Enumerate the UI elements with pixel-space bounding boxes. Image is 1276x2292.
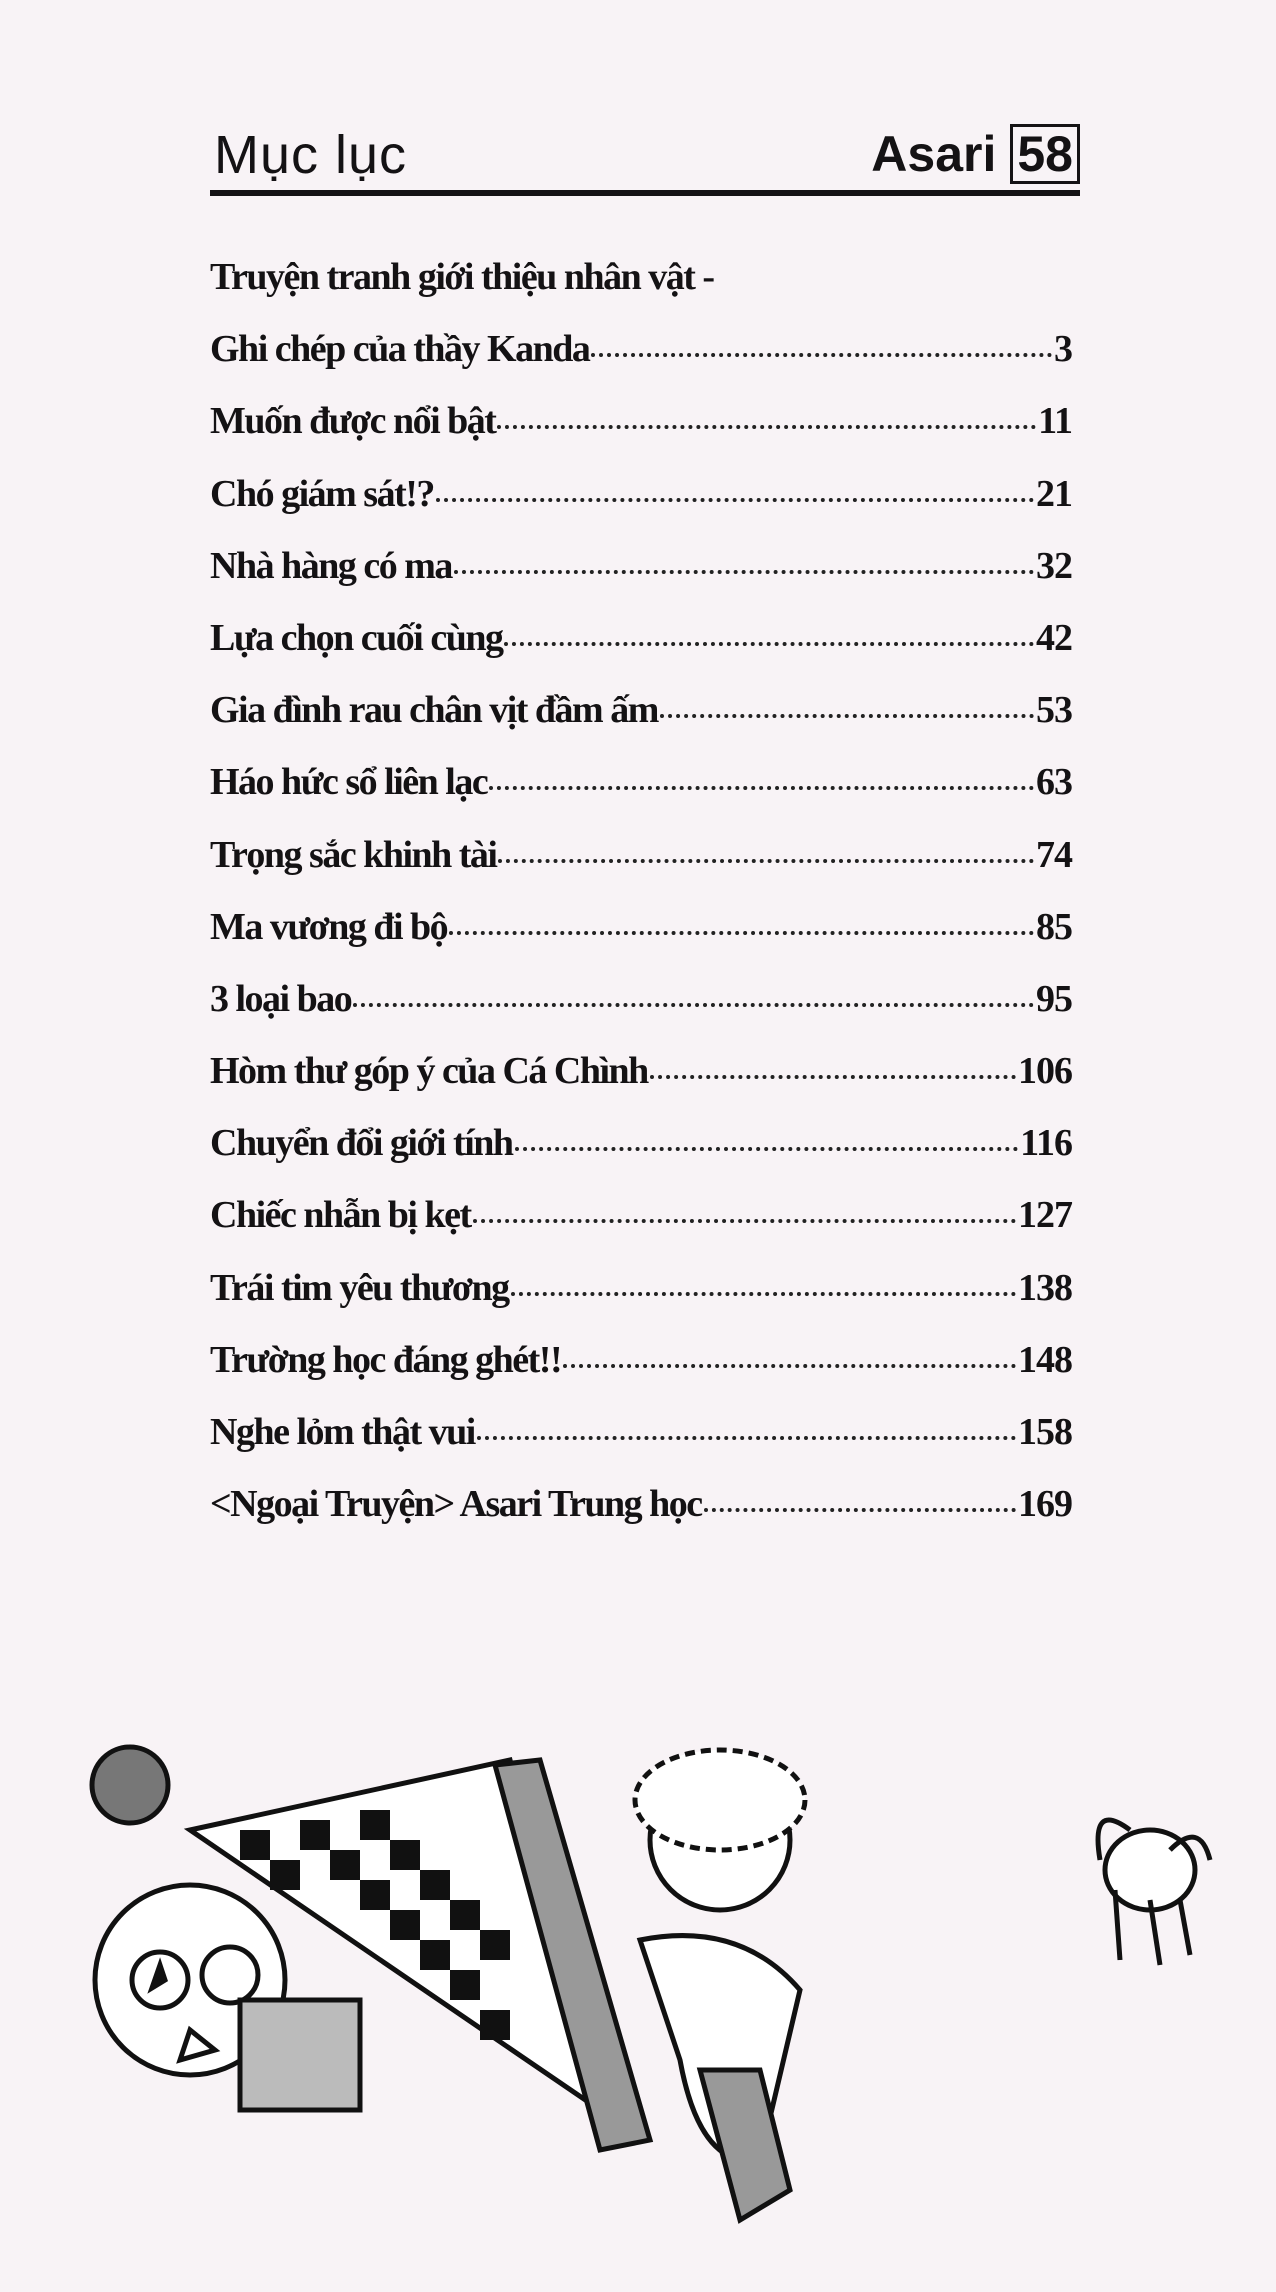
toc-entry-title: Truyện tranh giới thiệu nhân vật - [210,256,714,298]
dot-leader [477,1436,1016,1440]
girl-hair [635,1750,805,1850]
table-of-contents [210,255,1072,1554]
toc-entry-title: Nhà hàng có ma [210,544,452,587]
toc-entry [210,1193,1072,1265]
toc-entry-page: 32 [1036,544,1072,587]
series-name: Asari [871,126,997,182]
toc-entry [210,616,1072,688]
toc-entry-page: 63 [1036,761,1072,804]
toc-entry [210,760,1072,832]
dot-leader [436,498,1034,502]
toc-entry [210,399,1072,471]
dot-leader [704,1508,1016,1512]
toc-entry-title: Gia đình rau chân vịt đầm ấm [210,689,658,732]
volume-number: 58 [1010,124,1080,184]
boy-eye [202,1947,258,2003]
toc-entry-title: Ma vương đi bộ [210,905,448,948]
toc-entry-page: 148 [1018,1338,1072,1381]
toc-entry [210,1410,1072,1482]
toc-entry-page: 138 [1018,1266,1072,1309]
toc-entry-title: Lựa chọn cuối cùng [210,616,503,659]
toc-entry-page: 85 [1036,905,1072,948]
toc-entry-title: Hòm thư góp ý của Cá Chình [210,1050,648,1093]
toc-entry [210,255,1072,327]
cartoon-illustration [40,1740,1240,2260]
toc-entry [210,472,1072,544]
page-header [210,110,1080,196]
dot-leader [473,1219,1016,1223]
toc-entry-page: 169 [1018,1483,1072,1526]
toc-entry-page: 106 [1018,1050,1072,1093]
toc-entry-title: Nghe lỏm thật vui [210,1411,475,1453]
dot-leader [591,353,1052,357]
toc-entry-title: Chuyển đổi giới tính [210,1122,513,1165]
toc-entry-title: Ghi chép của thầy Kanda [210,328,590,371]
dot-leader [504,642,1034,646]
toc-entry-title: Trường học đáng ghét!! [210,1338,562,1381]
boy-shirt [240,2000,360,2110]
dot-leader [454,570,1034,574]
toc-entry [210,905,1072,977]
toc-entry [210,1338,1072,1410]
ball-icon [92,1747,168,1823]
toc-entry-page: 42 [1036,616,1072,659]
toc-entry [210,833,1072,905]
toc-entry-page: 95 [1036,977,1072,1020]
toc-entry-page: 74 [1036,833,1072,876]
toc-entry-title: Háo hức sổ liên lạc [210,761,488,804]
toc-entry-page: 116 [1020,1122,1072,1165]
dot-leader [353,1003,1034,1007]
dot-leader [489,786,1034,790]
toc-entry-title: Chó giám sát!? [210,472,434,515]
toc-entry [210,544,1072,616]
toc-entry-title: Chiếc nhẫn bị kẹt [210,1194,471,1237]
toc-entry [210,1266,1072,1338]
dot-leader [449,931,1034,935]
series-label [871,124,1080,184]
toc-entry-page: 3 [1054,328,1072,371]
dot-leader [563,1364,1016,1368]
dot-leader [650,1075,1016,1079]
dot-leader [497,425,1036,429]
toc-entry [210,688,1072,760]
dot-leader [515,1147,1019,1151]
toc-entry-page: 11 [1038,400,1072,443]
toc-entry-page: 158 [1018,1411,1072,1453]
dot-leader [660,714,1034,718]
toc-entry-title: 3 loại bao [210,977,352,1020]
toc-entry [210,1049,1072,1121]
toc-entry-page: 53 [1036,689,1072,732]
toc-entry-title: Muốn được nổi bật [210,400,496,443]
toc-entry-page: 21 [1036,472,1072,515]
toc-entry [210,1482,1072,1554]
toc-entry [210,1121,1072,1193]
page-title: Mục lục [214,125,408,185]
toc-entry-page: 127 [1018,1194,1072,1237]
toc-entry [210,327,1072,399]
dot-leader [498,859,1034,863]
toc-entry-title: Trái tim yêu thương [210,1266,509,1309]
toc-entry-title: <Ngoại Truyện> Asari Trung học [210,1483,702,1526]
dot-leader [511,1292,1016,1296]
toc-entry [210,977,1072,1049]
toc-entry-title: Trọng sắc khinh tài [210,833,497,876]
